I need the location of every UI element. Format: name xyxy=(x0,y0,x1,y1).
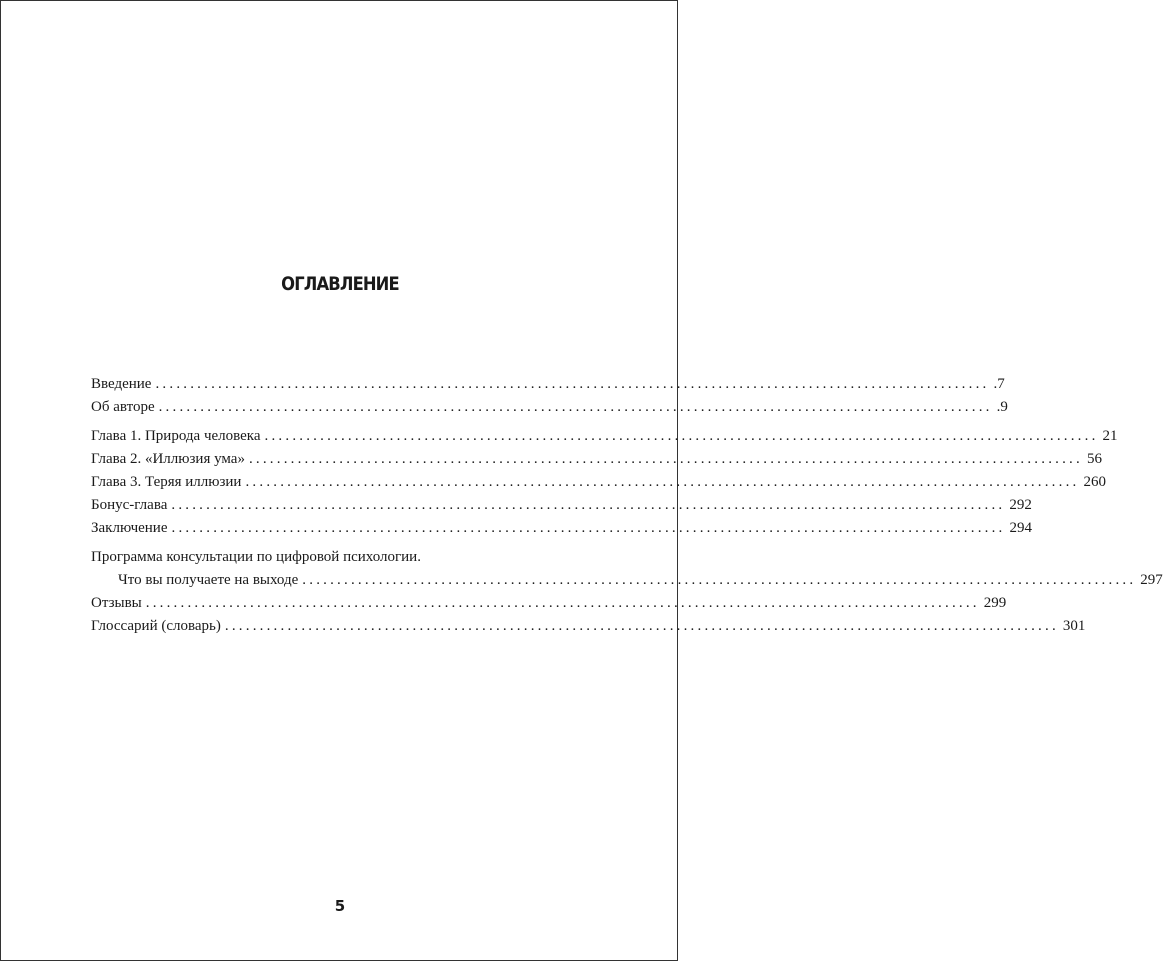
toc-entry-page: 56 xyxy=(1086,451,1102,467)
toc-entry-label: Бонус-глава xyxy=(91,497,168,513)
toc-entry-about-author xyxy=(91,396,1008,419)
toc-entry-introduction xyxy=(91,373,1005,396)
toc-entry-label: Глава 1. Природа человека xyxy=(91,428,261,444)
dot-leader: ........................................................................................................................ xyxy=(155,376,990,392)
toc-entry-label: Что вы получаете на выходе xyxy=(118,572,299,588)
page-number: 5 xyxy=(334,897,346,915)
table-of-contents xyxy=(91,373,1163,638)
toc-entry-chapter-2 xyxy=(91,448,1102,471)
dot-leader: ........................................................................................................................ xyxy=(302,572,1137,588)
dot-leader: ........................................................................................................................ xyxy=(145,595,980,611)
toc-entry-page: 299 xyxy=(983,595,1007,611)
toc-entry-glossary xyxy=(91,615,1086,638)
page-title: ОГЛАВЛЕНИЕ xyxy=(281,273,399,295)
toc-entry-page: 292 xyxy=(1009,497,1032,513)
toc-entry-page: .9 xyxy=(996,399,1008,415)
dot-leader: ........................................................................................................................ xyxy=(224,618,1059,634)
dot-leader: ........................................................................................................................ xyxy=(245,474,1080,490)
toc-entry-program xyxy=(91,569,1163,592)
toc-entry-page: 260 xyxy=(1083,474,1106,490)
dot-leader: ........................................................................................................................ xyxy=(264,428,1099,444)
dot-leader: ........................................................................................................................ xyxy=(171,497,1006,513)
toc-entry-bonus-chapter xyxy=(91,494,1032,517)
toc-entry-label: Глава 2. «Иллюзия ума» xyxy=(91,451,245,467)
toc-entry-label: Заключение xyxy=(91,520,168,536)
toc-entry-label: Глава 3. Теряя иллюзии xyxy=(91,474,242,490)
dot-leader: ........................................................................................................................ xyxy=(158,399,993,415)
toc-entry-reviews xyxy=(91,592,1007,615)
toc-entry-page: .7 xyxy=(993,376,1005,392)
dot-leader: ........................................................................................................................ xyxy=(248,451,1083,467)
toc-entry-page: 297 xyxy=(1140,572,1163,588)
dot-leader: ........................................................................................................................ xyxy=(171,520,1006,536)
toc-entry-chapter-1 xyxy=(91,425,1118,448)
toc-entry-chapter-3 xyxy=(91,471,1106,494)
toc-entry-label: Введение xyxy=(91,376,152,392)
toc-entry-page: 294 xyxy=(1009,520,1032,536)
toc-entry-label: Об авторе xyxy=(91,399,155,415)
toc-entry-page: 301 xyxy=(1062,618,1086,634)
toc-entry-page: 21 xyxy=(1102,428,1118,444)
toc-entry-conclusion xyxy=(91,517,1032,540)
toc-entry-label: Глоссарий (словарь) xyxy=(91,618,221,634)
toc-entry-program-line1: Программа консультации по цифровой психологии. xyxy=(91,549,421,565)
toc-entry-label: Отзывы xyxy=(91,595,142,611)
